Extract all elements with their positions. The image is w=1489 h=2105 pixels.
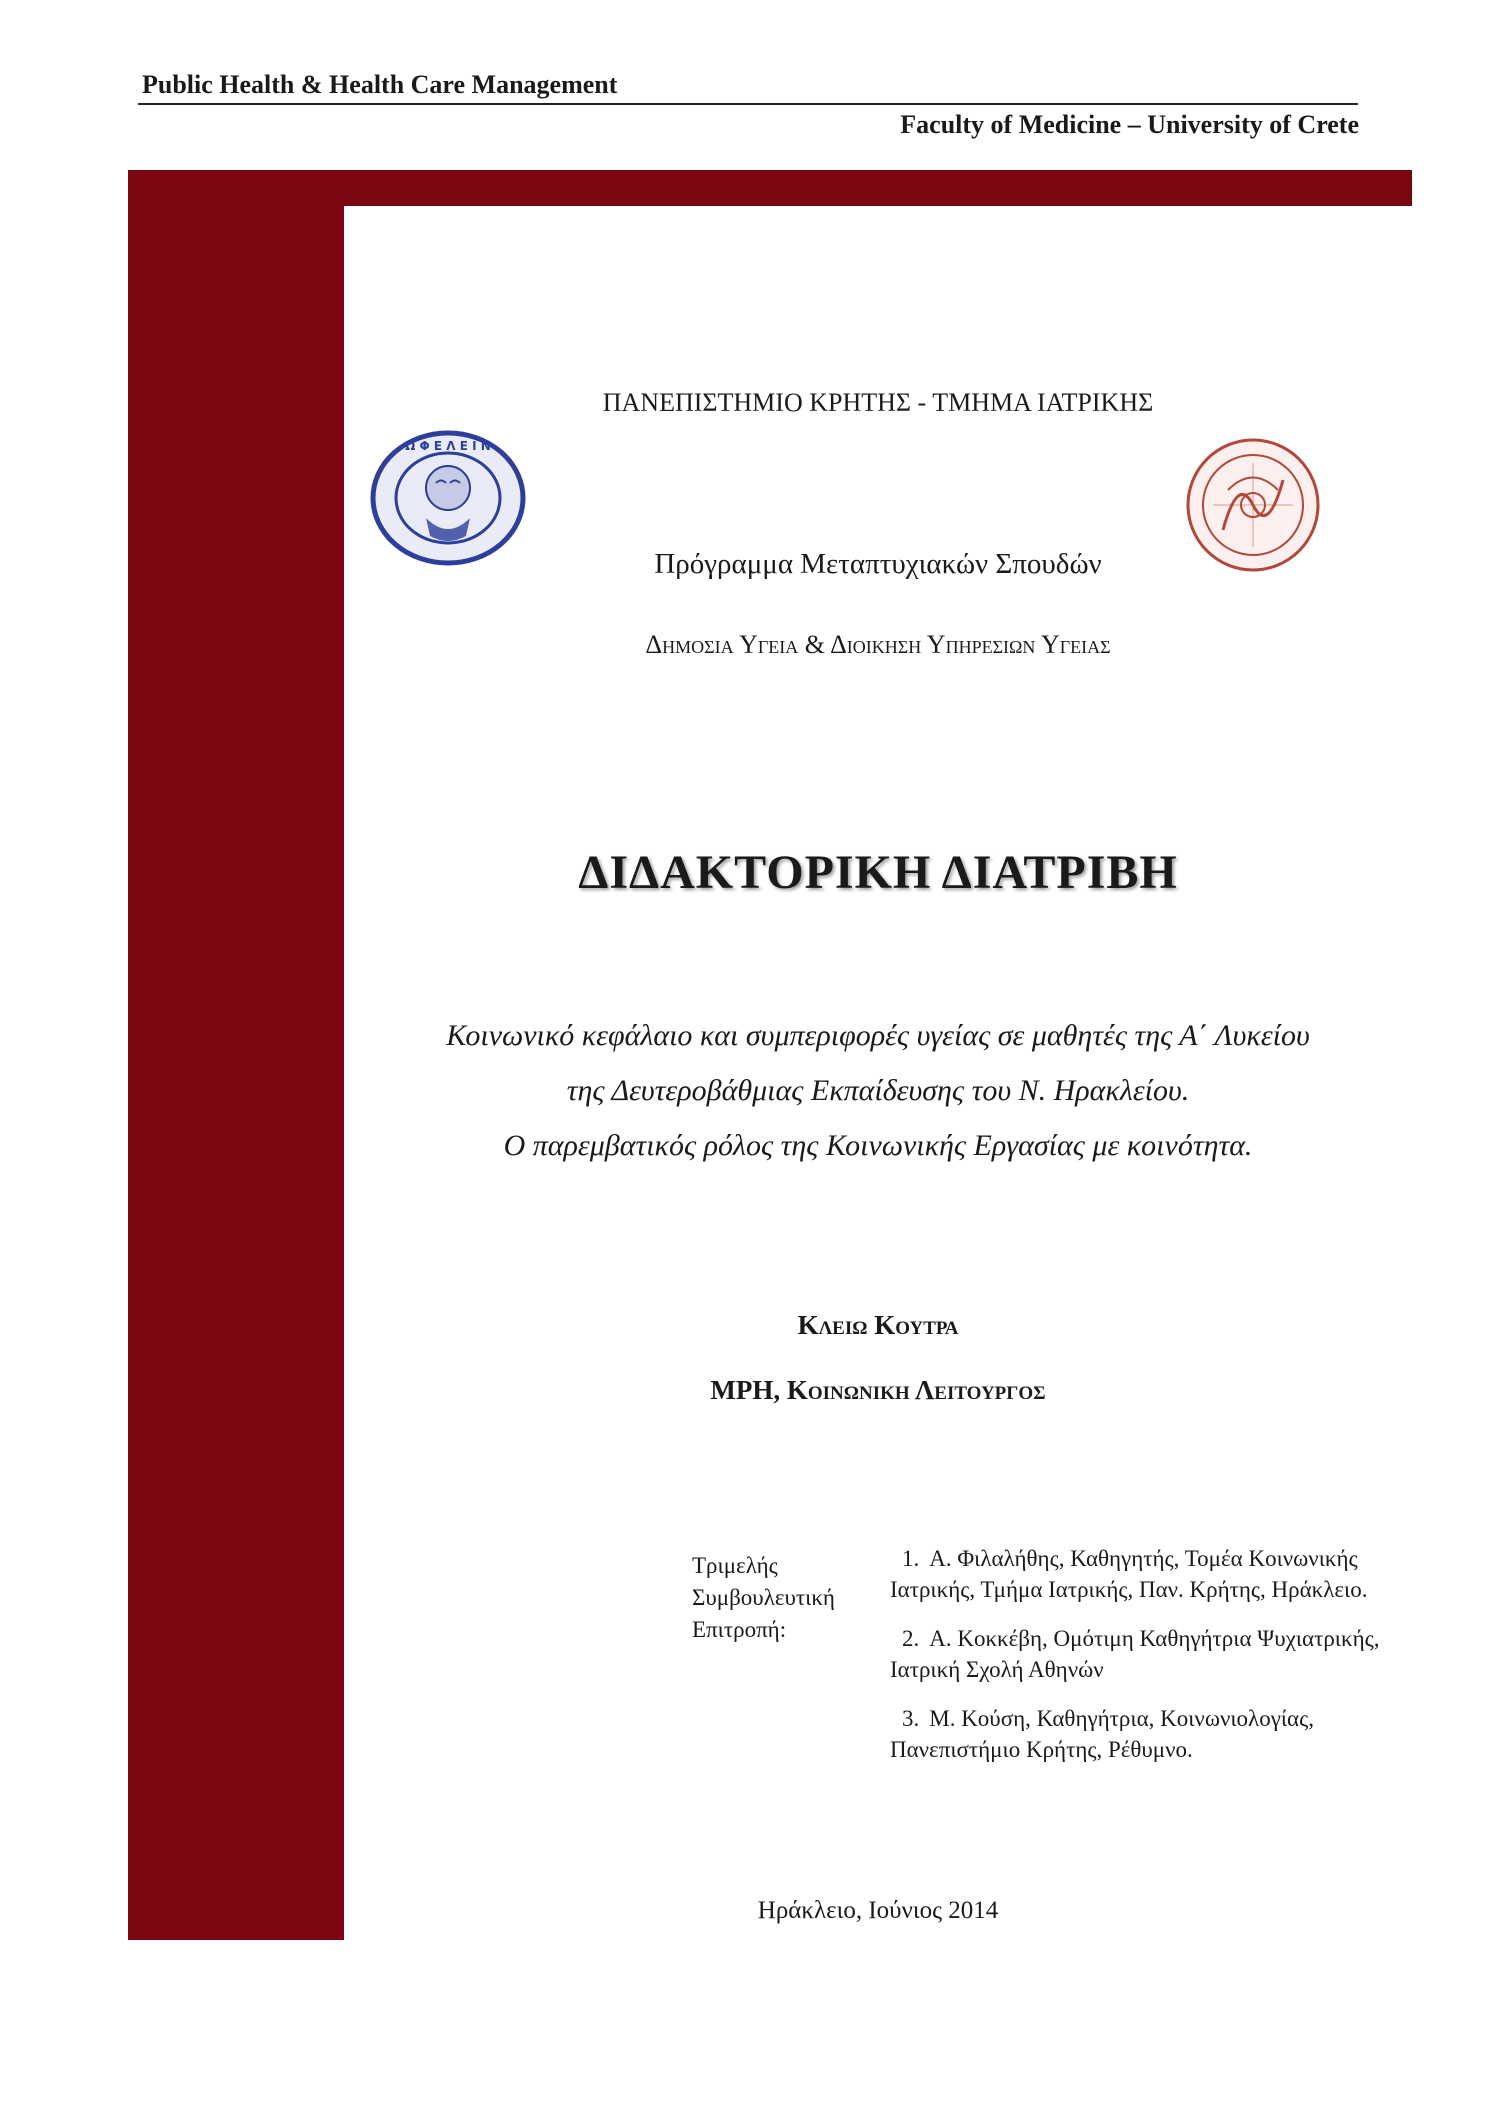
side-color-band (128, 170, 344, 1940)
header-program-name: Public Health & Health Care Management (142, 70, 618, 99)
thesis-title-line: Κοινωνικό κεφάλαιο και συμπεριφορές υγείας σε μαθητές της Α΄ Λυκείου (446, 1019, 1310, 1052)
thesis-title (344, 1008, 1412, 1173)
committee-label-line: Τριμελής (692, 1553, 778, 1578)
header-divider (138, 103, 1358, 105)
member-text: Μ. Κούση, Καθηγήτρια, Κοινωνιολογίας, Πανεπιστήμιο Κρήτης, Ρέθυμνο. (890, 1706, 1314, 1762)
member-number: 2. (902, 1626, 920, 1651)
committee-member (890, 1703, 1390, 1765)
program-field: Δημοσια Υγεια & Διοικηση Υπηρεσιων Υγειας (645, 630, 1111, 659)
place-and-date: Ηράκλειο, Ιούνιος 2014 (757, 1897, 999, 1924)
member-text: Α. Φιλαλήθης, Καθηγητής, Τομέα Κοινωνικής Ιατρικής, Τμήμα Ιατρικής, Παν. Κρήτης, Ηράκλειο. (890, 1546, 1368, 1602)
member-number: 1. (902, 1546, 920, 1571)
member-number: 3. (902, 1706, 920, 1731)
svg-text:Ω Φ Ε Λ Ε Ι Ν: Ω Φ Ε Λ Ε Ι Ν (405, 439, 491, 453)
committee-member (890, 1543, 1390, 1605)
header-faculty-name: Faculty of Medicine – University of Crete (900, 110, 1359, 139)
program-title: Πρόγραμμα Μεταπτυχιακών Σπουδών (654, 548, 1102, 580)
author-name: Κλειω Κουτρα (797, 1310, 959, 1340)
thesis-title-line: της Δευτεροβάθμιας Εκπαίδευσης του Ν. Ηρακλείου. (566, 1074, 1190, 1107)
author-credential: MPH, Κοινωνικη Λειτουργος (710, 1375, 1046, 1405)
committee-label (692, 1550, 835, 1646)
committee-member (890, 1623, 1390, 1685)
committee-label-line: Συμβουλευτική (692, 1585, 835, 1610)
document-type-title: ΔΙΔΑΚΤΟΡΙΚΗ ΔΙΑΤΡΙΒΗ (578, 846, 1178, 899)
member-text: Α. Κοκκέβη, Ομότιμη Καθηγήτρια Ψυχιατρικής, Ιατρική Σχολή Αθηνών (890, 1626, 1380, 1682)
university-name: ΠΑΝΕΠΙΣΤΗΜΙΟ ΚΡΗΤΗΣ - ΤΜΗΜΑ ΙΑΤΡΙΚΗΣ (602, 388, 1154, 417)
committee-members (890, 1543, 1390, 1783)
thesis-title-line: Ο παρεμβατικός ρόλος της Κοινωνικής Εργασίας με κοινότητα. (503, 1129, 1253, 1162)
committee-label-line: Επιτροπή: (692, 1617, 787, 1642)
